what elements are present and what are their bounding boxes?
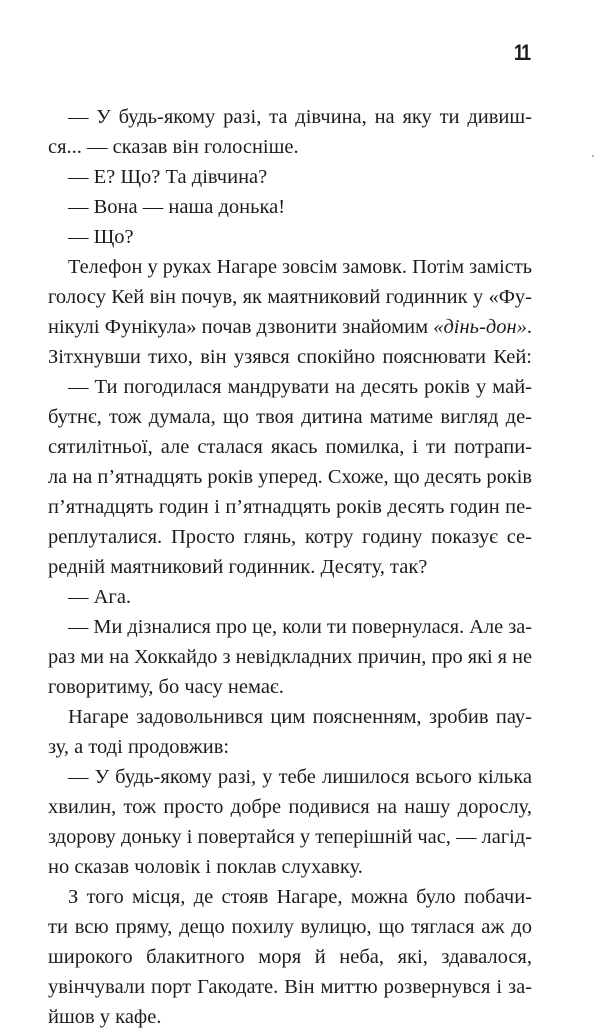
text-line: Зітхнувши тихо, він узявся спокійно пояснювати Кей: bbox=[48, 346, 532, 368]
text-line: раз ми на Хоккайдо з невідкладних причин, про які я не bbox=[48, 646, 532, 668]
text-line: ти всю пряму, дещо похилу вулицю, що тяглася аж до bbox=[48, 916, 532, 938]
text-line: зу, а тоді продовжив: bbox=[48, 736, 230, 758]
text-segment: . bbox=[526, 316, 532, 338]
text-line: здорову доньку і повертайся у теперішній час, — лагід- bbox=[48, 826, 532, 848]
text-line: реплуталися. Просто глянь, котру годину показує се- bbox=[48, 526, 532, 548]
text-line: Нагаре задовольнився цим поясненням, зробив пау- bbox=[68, 706, 532, 728]
text-line: хвилин, тож просто добре подивися на нашу дорослу, bbox=[48, 796, 532, 818]
text-line: — У будь-якому разі, та дівчина, на яку ти дивиш- bbox=[68, 106, 532, 128]
text-line: п’ятнадцять годин і п’ятнадцять років десять годин пе- bbox=[48, 496, 532, 518]
text-line: редній маятниковий годинник. Десяту, так? bbox=[48, 556, 428, 578]
text-line: — Ти погодилася мандрувати на десять років у май- bbox=[68, 376, 532, 398]
text-segment: нікулі Фунікула» почав дзвонити знайомим bbox=[48, 316, 434, 338]
text-line: — Вона — наша донька! bbox=[68, 196, 286, 218]
text-line: — У будь-якому разі, у тебе лишилося всього кілька bbox=[68, 766, 532, 788]
page-body-text bbox=[48, 102, 532, 1032]
text-line: ся... — сказав він голосніше. bbox=[48, 136, 299, 158]
text-line: бутнє, тож думала, що твоя дитина матиме вигляд де- bbox=[48, 406, 532, 428]
text-line: ла на п’ятнадцять років уперед. Схоже, що десять років bbox=[48, 466, 532, 488]
page-number: 11 bbox=[514, 40, 530, 65]
text-line: — Ага. bbox=[68, 586, 132, 608]
text-line: сятилітньої, але сталася якась помилка, і ти потрапи- bbox=[48, 436, 532, 458]
text-line: Телефон у руках Нагаре зовсім замовк. Потім замість bbox=[68, 256, 532, 278]
text-line: говоритиму, бо часу немає. bbox=[48, 676, 284, 698]
text-line: йшов у кафе. bbox=[48, 1006, 162, 1028]
text-line: З того місця, де стояв Нагаре, можна було побачи- bbox=[68, 886, 532, 908]
text-line: — Ми дізналися про це, коли ти повернулася. Але за- bbox=[68, 616, 532, 638]
text-line: — Що? bbox=[68, 226, 134, 248]
text-line: голосу Кей він почув, як маятниковий годинник у «Фу- bbox=[48, 286, 532, 308]
text-line-with-italic bbox=[48, 312, 532, 342]
italic-text-segment: «дінь-дон» bbox=[433, 316, 527, 338]
scan-speck bbox=[592, 155, 594, 157]
text-line: увінчували порт Гакодате. Він миттю розвернувся і за- bbox=[48, 976, 532, 998]
text-line: широкого блакитного моря й неба, які, здавалося, bbox=[48, 946, 532, 968]
text-line: — Е? Що? Та дівчина? bbox=[68, 166, 268, 188]
text-line: но сказав чоловік і поклав слухавку. bbox=[48, 856, 363, 878]
